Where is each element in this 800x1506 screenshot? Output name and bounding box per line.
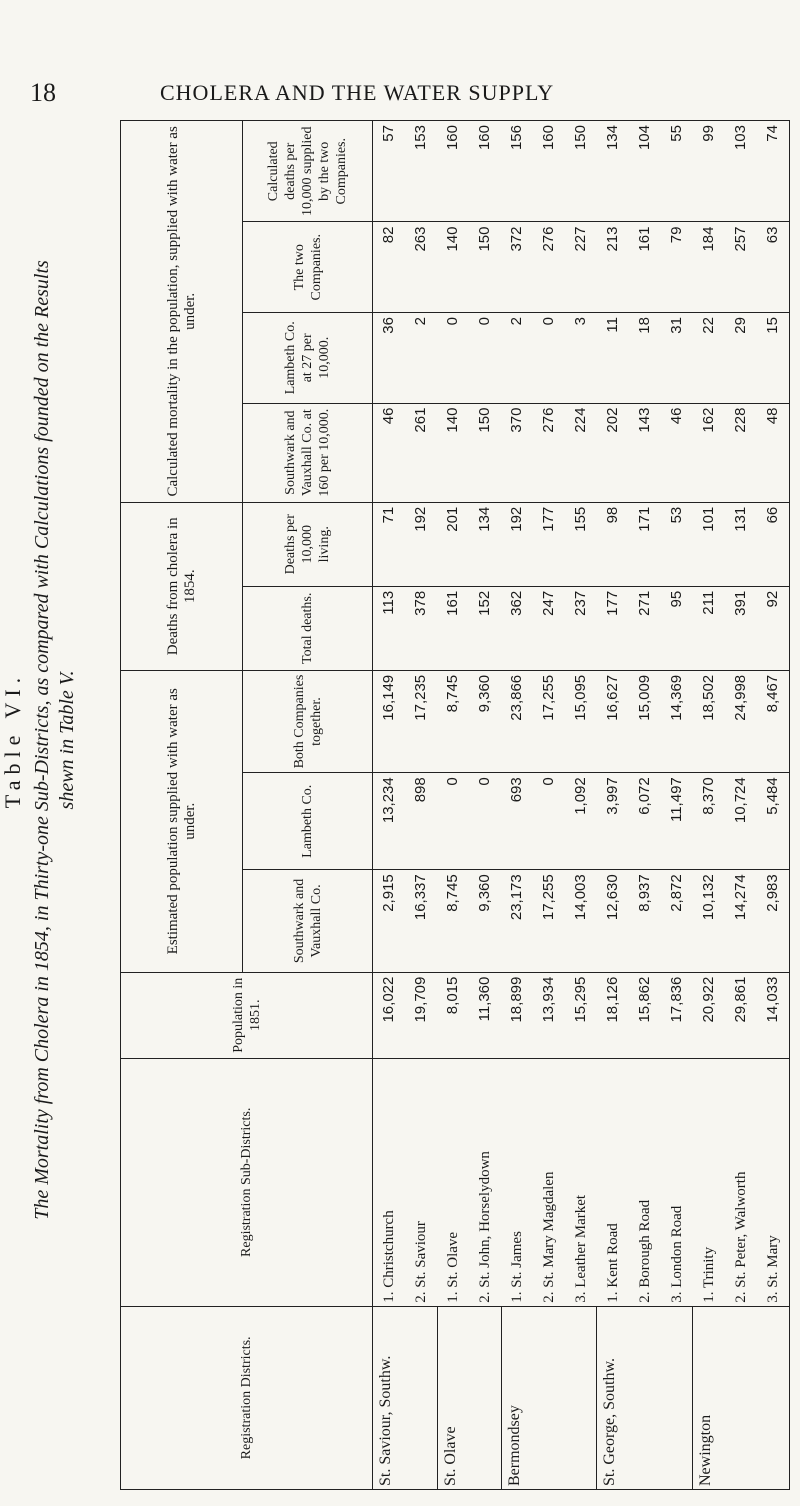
cell-both: 24,998 (725, 670, 757, 772)
cell-deaths: 362 (501, 586, 533, 670)
cell-calc-two: 79 (661, 222, 693, 313)
cell-deaths: 378 (405, 586, 437, 670)
cell-lambeth: 0 (437, 773, 469, 870)
subdistrict-name: 2. St. Mary Magdalen (533, 1058, 565, 1306)
cell-population: 8,015 (437, 972, 469, 1058)
col-total-deaths: Total deaths. (243, 586, 373, 670)
cell-both: 18,502 (693, 670, 725, 772)
cell-deaths-per: 101 (693, 502, 725, 586)
district-name: St. Saviour, Southw. (373, 1306, 438, 1489)
cell-sv: 2,915 (373, 870, 406, 972)
cell-lambeth: 13,234 (373, 773, 406, 870)
cell-calc-two: 63 (757, 222, 790, 313)
subdistrict-name: 1. St. James (501, 1058, 533, 1306)
cell-deaths-per: 201 (437, 502, 469, 586)
cell-population: 11,360 (469, 972, 501, 1058)
cell-calc-sv: 150 (469, 403, 501, 502)
cell-sv: 9,360 (469, 870, 501, 972)
subdistrict-name: 2. Borough Road (629, 1058, 661, 1306)
cell-calc-two: 82 (373, 222, 406, 313)
cell-sv: 14,274 (725, 870, 757, 972)
caption-line-1: The Mortality from Cholera in 1854, in Thirty-one Sub-Districts, as compared with Calculations founded on the Results (31, 260, 53, 1220)
cell-population: 18,126 (597, 972, 629, 1058)
cell-calc-sv: 140 (437, 403, 469, 502)
cell-deaths-per: 155 (565, 502, 597, 586)
cell-calc-per: 104 (629, 121, 661, 223)
cell-population: 17,836 (661, 972, 693, 1058)
cell-calc-lambeth: 22 (693, 313, 725, 404)
cell-deaths-per: 66 (757, 502, 790, 586)
subdistrict-name: 2. St. Saviour (405, 1058, 437, 1306)
cell-calc-per: 156 (501, 121, 533, 223)
cell-calc-per: 153 (405, 121, 437, 223)
cell-calc-per: 74 (757, 121, 790, 223)
col-reg-districts: Registration Districts. (121, 1306, 373, 1489)
cell-calc-two: 372 (501, 222, 533, 313)
col-calc-per-10000: Calculated deaths per 10,000 supplied by the two Companies. (243, 121, 373, 223)
cell-calc-sv: 162 (693, 403, 725, 502)
cell-deaths-per: 131 (725, 502, 757, 586)
cell-lambeth: 8,370 (693, 773, 725, 870)
cell-calc-per: 134 (597, 121, 629, 223)
cell-lambeth: 11,497 (661, 773, 693, 870)
cell-calc-lambeth: 3 (565, 313, 597, 404)
district-name: St. Olave (437, 1306, 501, 1489)
col-lambeth: Lambeth Co. (243, 773, 373, 870)
cell-both: 8,467 (757, 670, 790, 772)
cell-deaths: 161 (437, 586, 469, 670)
group-deaths: Deaths from cholera in 1854. (121, 502, 243, 670)
cell-deaths-per: 171 (629, 502, 661, 586)
cell-both: 14,369 (661, 670, 693, 772)
page-number: 18 (30, 78, 56, 107)
caption-line-2: shewn in Table V. (56, 670, 78, 810)
subdistrict-name: 1. Kent Road (597, 1058, 629, 1306)
cell-population: 13,934 (533, 972, 565, 1058)
cell-deaths-per: 134 (469, 502, 501, 586)
group-estimated-population: Estimated population supplied with water as under. (121, 670, 243, 972)
cell-calc-per: 103 (725, 121, 757, 223)
cell-deaths-per: 98 (597, 502, 629, 586)
cell-calc-lambeth: 36 (373, 313, 406, 404)
group-calculated-mortality: Calculated mortality in the population, supplied with water as under. (121, 121, 243, 503)
cell-calc-sv: 46 (373, 403, 406, 502)
col-southwark-vauxhall: Southwark and Vauxhall Co. (243, 870, 373, 972)
subdistrict-name: 3. St. Mary (757, 1058, 790, 1306)
cell-both: 9,360 (469, 670, 501, 772)
cell-calc-sv: 46 (661, 403, 693, 502)
cell-calc-per: 55 (661, 121, 693, 223)
cell-both: 16,149 (373, 670, 406, 772)
cell-calc-lambeth: 31 (661, 313, 693, 404)
col-deaths-per-10000: Deaths per 10,000 living. (243, 502, 373, 586)
cell-lambeth: 10,724 (725, 773, 757, 870)
cell-calc-sv: 224 (565, 403, 597, 502)
cell-calc-sv: 228 (725, 403, 757, 502)
cell-both: 23,866 (501, 670, 533, 772)
cell-deaths: 211 (693, 586, 725, 670)
cell-calc-sv: 276 (533, 403, 565, 502)
table-wrapper (120, 120, 800, 1490)
cell-both: 17,255 (533, 670, 565, 772)
subdistrict-name: 1. St. Olave (437, 1058, 469, 1306)
cell-calc-lambeth: 0 (533, 313, 565, 404)
cell-calc-two: 150 (469, 222, 501, 313)
district-name: Bermondsey (501, 1306, 597, 1489)
cell-deaths: 271 (629, 586, 661, 670)
cell-sv: 8,937 (629, 870, 661, 972)
district-name: Newington (693, 1306, 790, 1489)
cell-lambeth: 6,072 (629, 773, 661, 870)
cell-deaths: 95 (661, 586, 693, 670)
cell-population: 15,862 (629, 972, 661, 1058)
cell-calc-lambeth: 15 (757, 313, 790, 404)
subdistrict-name: 2. St. Peter, Walworth (725, 1058, 757, 1306)
cell-deaths: 177 (597, 586, 629, 670)
cell-both: 15,095 (565, 670, 597, 772)
cell-sv: 23,173 (501, 870, 533, 972)
cell-calc-two: 161 (629, 222, 661, 313)
cell-calc-two: 276 (533, 222, 565, 313)
subdistrict-name: 3. London Road (661, 1058, 693, 1306)
subdistrict-name: 2. St. John, Horselydown (469, 1058, 501, 1306)
cell-deaths: 152 (469, 586, 501, 670)
cell-calc-lambeth: 0 (469, 313, 501, 404)
cell-calc-two: 257 (725, 222, 757, 313)
subdistrict-name: 1. Trinity (693, 1058, 725, 1306)
cell-both: 8,745 (437, 670, 469, 772)
cell-calc-two: 140 (437, 222, 469, 313)
cell-deaths-per: 53 (661, 502, 693, 586)
cell-sv: 10,132 (693, 870, 725, 972)
cell-calc-two: 184 (693, 222, 725, 313)
cell-deaths: 237 (565, 586, 597, 670)
cell-lambeth: 1,092 (565, 773, 597, 870)
running-title: CHOLERA AND THE WATER SUPPLY (160, 80, 555, 105)
cell-calc-sv: 48 (757, 403, 790, 502)
cell-calc-per: 160 (437, 121, 469, 223)
cell-sv: 16,337 (405, 870, 437, 972)
cell-calc-per: 150 (565, 121, 597, 223)
cell-sv: 2,983 (757, 870, 790, 972)
cell-calc-sv: 370 (501, 403, 533, 502)
cell-calc-sv: 202 (597, 403, 629, 502)
cell-calc-lambeth: 2 (405, 313, 437, 404)
cell-population: 16,022 (373, 972, 406, 1058)
cell-population: 19,709 (405, 972, 437, 1058)
cell-calc-lambeth: 11 (597, 313, 629, 404)
table-caption (0, 30, 120, 1450)
cell-calc-lambeth: 0 (437, 313, 469, 404)
cell-calc-lambeth: 29 (725, 313, 757, 404)
col-calc-two-companies: The two Companies. (243, 222, 373, 313)
cell-sv: 8,745 (437, 870, 469, 972)
cell-sv: 14,003 (565, 870, 597, 972)
cell-lambeth: 693 (501, 773, 533, 870)
cell-calc-sv: 143 (629, 403, 661, 502)
subdistrict-name: 3. Leather Market (565, 1058, 597, 1306)
cell-calc-per: 99 (693, 121, 725, 223)
cell-population: 29,861 (725, 972, 757, 1058)
col-both-companies: Both Companies together. (243, 670, 373, 772)
cell-calc-per: 57 (373, 121, 406, 223)
cell-population: 18,899 (501, 972, 533, 1058)
cell-population: 20,922 (693, 972, 725, 1058)
cell-deaths: 391 (725, 586, 757, 670)
cell-calc-lambeth: 18 (629, 313, 661, 404)
cell-deaths: 247 (533, 586, 565, 670)
cell-both: 16,627 (597, 670, 629, 772)
cell-lambeth: 0 (533, 773, 565, 870)
cell-calc-two: 263 (405, 222, 437, 313)
cell-calc-sv: 261 (405, 403, 437, 502)
col-reg-subdistricts: Registration Sub-Districts. (121, 1058, 373, 1306)
cell-calc-lambeth: 2 (501, 313, 533, 404)
cell-deaths-per: 177 (533, 502, 565, 586)
col-calc-lambeth: Lambeth Co. at 27 per 10,000. (243, 313, 373, 404)
subdistrict-name: 1. Christchurch (373, 1058, 406, 1306)
cell-calc-per: 160 (533, 121, 565, 223)
cell-deaths: 113 (373, 586, 406, 670)
cell-deaths-per: 71 (373, 502, 406, 586)
cell-lambeth: 5,484 (757, 773, 790, 870)
mortality-table (120, 120, 790, 1490)
cell-deaths-per: 192 (501, 502, 533, 586)
cell-lambeth: 0 (469, 773, 501, 870)
cell-calc-per: 160 (469, 121, 501, 223)
cell-deaths-per: 192 (405, 502, 437, 586)
cell-both: 17,235 (405, 670, 437, 772)
cell-population: 15,295 (565, 972, 597, 1058)
col-population: Population in 1851. (121, 972, 373, 1058)
cell-sv: 2,872 (661, 870, 693, 972)
cell-sv: 17,255 (533, 870, 565, 972)
cell-calc-two: 213 (597, 222, 629, 313)
table-title: Table VI. (0, 671, 25, 809)
cell-population: 14,033 (757, 972, 790, 1058)
cell-calc-two: 227 (565, 222, 597, 313)
cell-lambeth: 898 (405, 773, 437, 870)
cell-both: 15,009 (629, 670, 661, 772)
col-calc-southwark: Southwark and Vauxhall Co. at 160 per 10,000. (243, 403, 373, 502)
cell-sv: 12,630 (597, 870, 629, 972)
district-name: St. George, Southw. (597, 1306, 693, 1489)
cell-lambeth: 3,997 (597, 773, 629, 870)
cell-deaths: 92 (757, 586, 790, 670)
